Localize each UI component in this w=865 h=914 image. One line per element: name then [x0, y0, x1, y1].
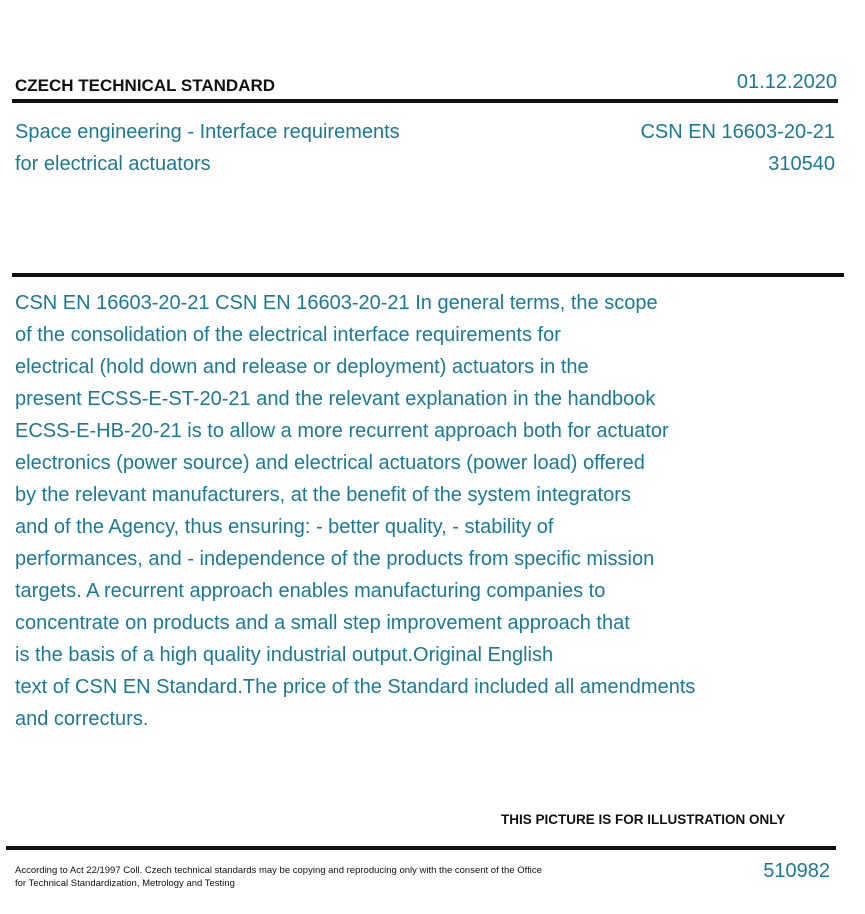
legal-notice-line: According to Act 22/1997 Coll. Czech technical standards may be copying and reproducing only with the consent of the Office — [15, 865, 542, 876]
class-number: 310540 — [768, 153, 835, 175]
abstract-line: concentrate on products and a small step improvement approach that — [15, 612, 630, 634]
illustration-disclaimer: THIS PICTURE IS FOR ILLUSTRATION ONLY — [501, 812, 786, 827]
abstract-line: is the basis of a high quality industrial output.Original English — [15, 644, 554, 666]
header-divider — [12, 99, 838, 103]
standard-identifiers — [640, 116, 835, 180]
abstract-line: targets. A recurrent approach enables manufacturing companies to — [15, 580, 606, 602]
abstract-line: electrical (hold down and release or deployment) actuators in the — [15, 356, 589, 378]
publication-date: 01.12.2020 — [736, 71, 837, 93]
section-divider — [12, 273, 844, 277]
standard-title-line: Space engineering - Interface requirements — [15, 121, 400, 143]
abstract-line: of the consolidation of the electrical interface requirements for — [15, 324, 561, 346]
abstract-line: present ECSS-E-ST-20-21 and the relevant explanation in the handbook — [15, 388, 656, 410]
abstract-line: text of CSN EN Standard.The price of the Standard included all amendments — [15, 676, 696, 698]
standard-code: CSN EN 16603-20-21 — [640, 121, 835, 143]
abstract-line: and of the Agency, thus ensuring: - better quality, - stability of — [15, 516, 554, 538]
abstract-line: electronics (power source) and electrical actuators (power load) offered — [15, 452, 645, 474]
standard-title — [15, 116, 400, 180]
legal-notice — [15, 864, 542, 890]
abstract-line: performances, and - independence of the products from specific mission — [15, 548, 655, 570]
footer-divider — [6, 846, 836, 850]
abstract-line: and correcturs. — [15, 708, 149, 730]
legal-notice-line: for Technical Standardization, Metrology and Testing — [15, 878, 235, 889]
abstract-line: by the relevant manufacturers, at the benefit of the system integrators — [15, 484, 631, 506]
standard-abstract — [15, 287, 755, 735]
abstract-line: CSN EN 16603-20-21 CSN EN 16603-20-21 In general terms, the scope — [15, 292, 658, 314]
catalog-number: 510982 — [763, 860, 830, 882]
document-type-label: CZECH TECHNICAL STANDARD — [15, 76, 276, 95]
standard-title-line: for electrical actuators — [15, 153, 211, 175]
abstract-line: ECSS-E-HB-20-21 is to allow a more recurrent approach both for actuator — [15, 420, 669, 442]
